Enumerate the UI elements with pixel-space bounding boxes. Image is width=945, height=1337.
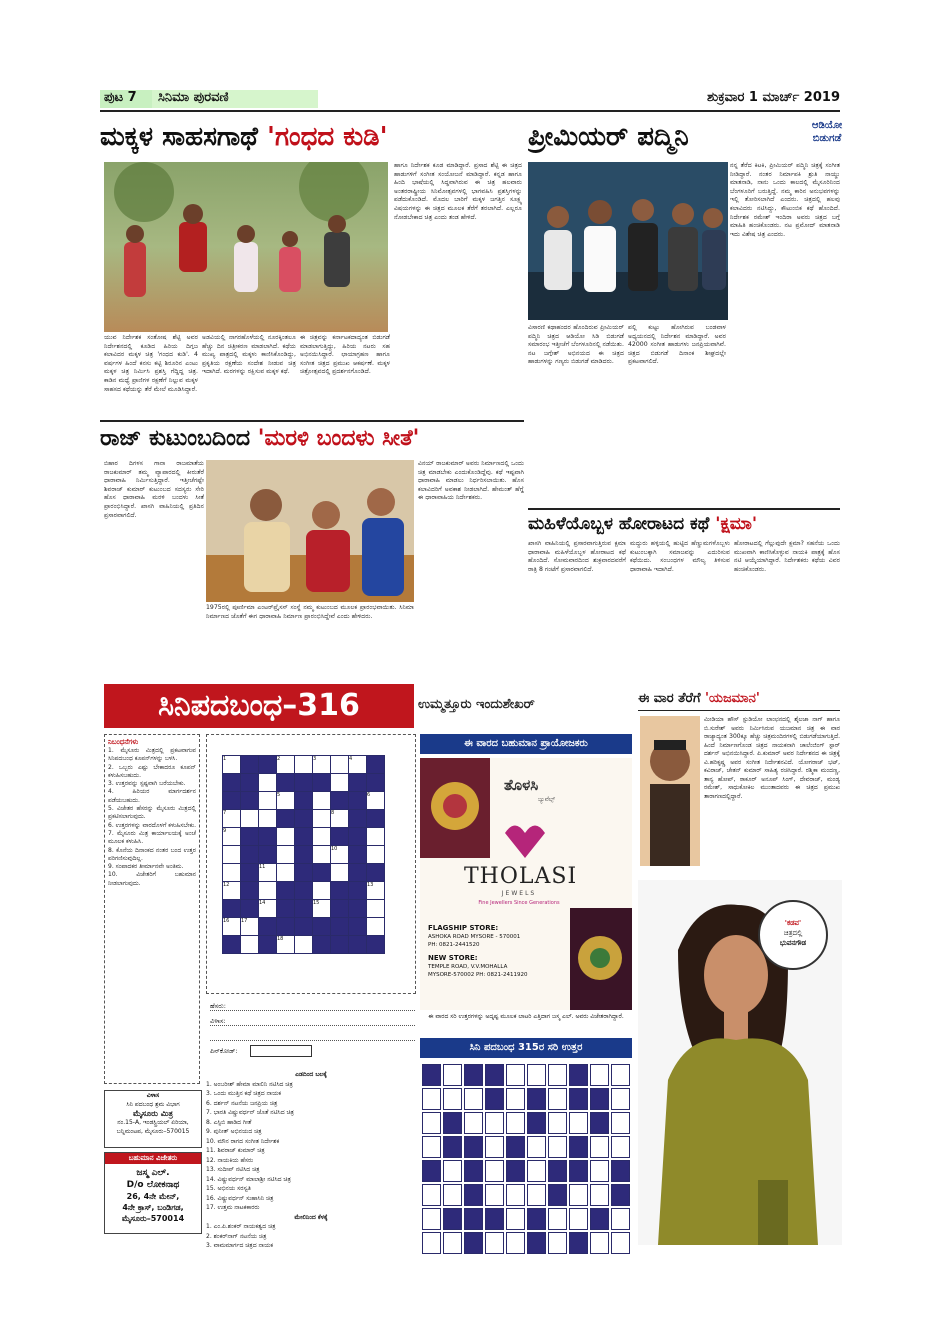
story2-photo — [528, 162, 728, 320]
rules-title: ನಿಬಂಧನೆಗಳು — [108, 738, 139, 746]
issue-date: ಶುಕ್ರವಾರ 1 ಮಾರ್ಚ್ 2019 — [706, 90, 840, 105]
rule-item: 6. ಉತ್ತರಗಳನ್ನು ವಾರದೊಳಗೆ ಕಳುಹಿಸಬೇಕು. — [108, 821, 196, 829]
story5-headline-quote: 'ಯಜಮಾನ' — [705, 691, 760, 706]
address-line: ನಂ.15-A, ಇಂಡಸ್ಟ್ರಿಯಲ್ ಏರಿಯಾ, — [117, 1119, 189, 1126]
coupon-address-line2[interactable] — [210, 1026, 415, 1041]
rules-box — [104, 734, 200, 1084]
clue-down: 1. ಎಂ.ಪಿ.ಶಂಕರ್ ನಾಯಕತ್ವದ ಚಿತ್ರ — [206, 1223, 276, 1230]
clue-across: 7. ಭಾರತಿ ವಿಷ್ಣುವರ್ಧನ್ ಜೊತೆ ನಟಿಸಿದ ಚಿತ್ರ — [206, 1109, 294, 1116]
crossword-grid-box — [206, 734, 416, 994]
rule-item: 2. ಒಬ್ಬರು ಎಷ್ಟು ಬೇಕಾದರೂ ಕೂಪನ್ ಕಳುಹಿಸಬಹುದು. — [108, 763, 196, 779]
pin-label: ಪಿನ್‌ಕೋಡ್ — [210, 1047, 236, 1055]
clue-across: 15. ಅಭಿನಯ ಸರಸ್ವತಿ — [206, 1185, 251, 1192]
sponsor-brand-kn: ತೊಳಸಿ — [504, 776, 539, 794]
rule-item: 5. ವಿಜೇತರ ಹೆಸರನ್ನು ಮೈಸೂರು ಮಿತ್ರದಲ್ಲಿ ಪ್ರಕಟಿಸಲಾಗುವುದು. — [108, 805, 196, 821]
coupon-name-field[interactable]: ಹೆಸರು: — [210, 996, 415, 1011]
sponsor-caption: ಈ ವಾರದ ಸರಿ ಉತ್ತರಗಳನ್ನು ಅದೃಷ್ಟ ಮೂಲಕ ಲಾಟರಿ ಎತ್ತಿದಾಗ ಜಸ್ಮ ಎಲ್. ಅವರು ವಿಜೇತರಾಗಿದ್ದಾರೆ. — [428, 1013, 624, 1020]
clue-down: 2. ಶಂಕರ್‌ನಾಗ್ ನಟನೆಯ ಚಿತ್ರ — [206, 1232, 267, 1240]
sponsor-tagline: Fine Jewellers Since Generations — [478, 900, 560, 906]
story5-actor-photo — [640, 716, 700, 866]
crossword-grid: 1 2 3 4 5 6 7 8 9 10 11 12 13 14 15 16 17 18 — [222, 755, 385, 954]
story4-body-b: ಮದ್ದುರು ಹಳ್ಳಿಯಲ್ಲಿ ಹುಟ್ಟಿದ ಹೆಣ್ಣುಮಗಳೊಬ್ಬಳು ಕುಟುಂಬಕ್ಕಾಗಿ ಸಮಾಜವನ್ನು ಎದುರಿಸುವ ಕಥೆಯಿದು. ಸಂಬಂಧಗಳ ಮೌಲ್ಯ ತಿಳಿಸುವ ಧಾರಾವಾಹಿ ಇದಾಗಿದೆ. — [630, 540, 730, 573]
story2-headline: ಪ್ರೀಮಿಯರ್ ಪದ್ಮಿನಿ — [528, 122, 689, 152]
across-title: ಎಡದಿಂದ ಬಲಕ್ಕೆ — [295, 1071, 327, 1078]
story3-headline — [100, 420, 524, 458]
story3-headline-main: ರಾಜ್ ಕುಟುಂಬದಿಂದ — [100, 426, 251, 451]
coupon-address-field[interactable]: ವಿಳಾಸ: — [210, 1011, 415, 1026]
badge-line1: ಆಡಿಯೋ — [811, 120, 843, 131]
answer-grid-box — [420, 1062, 632, 1246]
story3-headline-quote: 'ಮರಳಿ ಬಂದಳು ಸೀತೆ' — [257, 426, 420, 451]
sponsor-brand-en-sub: JEWELS — [501, 890, 537, 897]
caption-name: ಭುವನಗೌಡ — [779, 939, 807, 947]
story2-body-c: ನನ್ನ ತೆರೆದ ಕಿಟಕಿ, ಪ್ರೀಮಿಯರ್ ಪದ್ಮಿನಿ ಚಿತ್ರಕ್ಕೆ ಸಂಗೀತ ನೀಡಿದ್ದಾರೆ. ನಂತರ ನಿರ್ಮಾಪಕಿ ಶ್ರುತಿ ನಾಯ್ಡು ಮಾತನಾಡಿ, ನಾನು ಒಂದು ಕಾಲದಲ್ಲಿ ಮೈಸೂರಿನಿಂದ ಬೆಂಗಳೂರಿಗೆ ಬರುತ್ತಿದ್ದೆ. ನಮ್ಮ ಕಾರಿನ ಅನುಭವಗಳನ್ನು ಇಲ್ಲಿ ತೋರಿಸಲಾಗಿದೆ ಎಂದರು. ಚಿತ್ರದಲ್ಲಿ ಹಲವು ಕಲಾವಿದರು ನಟಿಸಿದ್ದು, ಕೌಟುಂಬಿಕ ಕಥೆ ಹೊಂದಿದೆ. ನಿರ್ದೇಶಕ ರಮೇಶ್ ಇಂದಿರಾ ಅವರು ಚಿತ್ರದ ಬಗ್ಗೆ ಮಾಹಿತಿ ಹಂಚಿಕೊಂಡರು. ನಟ ಪ್ರಮೋದ್ ಮಾತನಾಡಿ ಇದು ವಿಶೇಷ ಚಿತ್ರ ಎಂದರು. — [730, 162, 840, 238]
coupon-pin-row: ಪಿನ್‌ಕೋಡ್: — [210, 1041, 415, 1057]
story2-body-a: ವಿಸಾರಣಿ ಕಥಾಹಂದರ ಹೊಂದಿರುವ ಪ್ರೀಮಿಯರ್ ಪದ್ಮಿನಿ ಚಿತ್ರದ ಆಡಿಯೋ ಸಿಡಿ ಬಿಡುಗಡೆ ಸಮಾರಂಭ ಇತ್ತೀಚೆಗೆ ಬೆಂಗಳೂರಿನಲ್ಲಿ ನಡೆಯಿತು. ನಟ ಜಗ್ಗೇಶ್ ಅಭಿನಯದ ಈ ಚಿತ್ರದ ಹಾಡುಗಳನ್ನು ಗಣ್ಯರು ಬಿಡುಗಡೆ ಮಾಡಿದರು. — [528, 324, 624, 366]
audio-release-badge — [811, 116, 843, 160]
sponsor-store2-addr: TEMPLE ROAD, V.V.MOHALLA — [428, 964, 508, 970]
story4-body-a: ಖಾಸಗಿ ವಾಹಿನಿಯಲ್ಲಿ ಪ್ರಸಾರವಾಗುತ್ತಿರುವ ಕ್ಷಮಾ ಧಾರಾವಾಹಿ ಮಹಿಳೆಯೊಬ್ಬಳ ಹೋರಾಟದ ಕಥೆ ಹೊಂದಿದೆ. ಸೋಮವಾರದಿಂದ ಶುಕ್ರವಾರದವರೆಗೆ ರಾತ್ರಿ 8 ಗಂಟೆಗೆ ಪ್ರಸಾರವಾಗಲಿದೆ. — [528, 540, 626, 573]
sponsor-store2-ph: MYSORE-570002 PH: 0821-2411920 — [428, 972, 528, 978]
section-label: ಸಿನಿಮಾ ಪುರವಣಿ — [152, 90, 318, 108]
story5-headline-main: ಈ ವಾರ ತೆರೆಗೆ — [638, 691, 701, 706]
rule-item: 3. ಉತ್ತರವನ್ನು ಸ್ಪಷ್ಟವಾಗಿ ಬರೆಯಬೇಕು. — [108, 780, 186, 788]
address-label: ವಿಳಾಸ — [210, 1017, 224, 1025]
winner-box — [104, 1152, 202, 1234]
winner-title: ಬಹುಮಾನ ವಿಜೇತರು — [105, 1153, 201, 1164]
down-title: ಮೇಲಿನಿಂದ ಕೆಳಕ್ಕೆ — [294, 1213, 328, 1221]
story5-body: ಮೀಡಿಯಾ ಹೌಸ್ ಸ್ಟುಡಿಯೋ ಲಾಂಛನದಲ್ಲಿ ಶೈಲಜಾ ನಾಗ್ ಹಾಗೂ ಬಿ.ಸುರೇಶ್ ಅವರು ನಿರ್ಮಿಸಿರುವ ಯಜಮಾನ ಚಿತ್ರ ಈ ವಾರ ರಾಜ್ಯಾದ್ಯಂತ 300ಕ್ಕೂ ಹೆಚ್ಚು ಚಿತ್ರಮಂದಿರಗಳಲ್ಲಿ ಬಿಡುಗಡೆಯಾಗುತ್ತಿದೆ. ಹಿಂದೆ ನಿರ್ಮಾಣಗೊಂಡ ಚಿತ್ರದ ನಾಯಕನಾಗಿ ಚಾಲೆಂಜಿಂಗ್ ಸ್ಟಾರ್ ದರ್ಶನ್ ಅಭಿನಯಿಸಿದ್ದಾರೆ. ಪಿ.ಕುಮಾರ್ ಅವರ ನಿರ್ದೇಶನದ ಈ ಚಿತ್ರಕ್ಕೆ ವಿ.ಹರಿಕೃಷ್ಣ ಅವರ ಸಂಗೀತ ನಿರ್ದೇಶನವಿದೆ. ಯೋಗರಾಜ್ ಭಟ್, ಕವಿರಾಜ್, ಚೇತನ್ ಕುಮಾರ್ ಸಾಹಿತ್ಯ ರಚಿಸಿದ್ದಾರೆ. ರಶ್ಮಿಕಾ ಮಂದಣ್ಣ, ತಾನ್ಯ ಹೋಪ್, ಠಾಕೂರ್ ಅನೂಪ್ ಸಿಂಗ್, ದೇವರಾಜ್, ಮಂಡ್ಯ ರಮೇಶ್, ಸಾಧುಕೋಕಿಲ ಮುಂತಾದವರು ಈ ಚಿತ್ರದ ಪ್ರಮುಖ ತಾರಾಗಣದಲ್ಲಿದ್ದಾರೆ. — [704, 716, 840, 800]
clue-across: 6. ದರ್ಶನ್ ನಟನೆಯ ಜನಪ್ರಿಯ ಚಿತ್ರ — [206, 1099, 278, 1107]
story4-headline — [528, 508, 840, 540]
rule-item: 9. ಸಂಪಾದಕರ ತೀರ್ಮಾನವೇ ಅಂತಿಮ. — [108, 863, 184, 871]
winner-line: D/o ಲೋಕನಾಥ — [126, 1180, 180, 1190]
story1-photo — [104, 162, 388, 332]
story3-body-b: 1975ರಲ್ಲಿ ಪೂರ್ಣಿಮಾ ಎಂಟರ್‌ಪ್ರೈಸಸ್ ಸಂಸ್ಥೆ ನಮ್ಮ ಕುಟುಂಬದ ಮೂಲಕ ಪ್ರಾರಂಭವಾಯಿತು. ಸಿನಿಮಾ ನಿರ್ಮಾಣದ ಜೊತೆಗೆ ಈಗ ಧಾರಾವಾಹಿ ನಿರ್ಮಾಣ ಪ್ರಾರಂಭಿಸಿದ್ದೇವೆ ಎಂದು ಹೇಳಿದರು. — [206, 604, 414, 620]
sponsor-store1-ph: PH: 0821-2441520 — [428, 942, 480, 948]
story4-headline-main: ಮಹಿಳೆಯೊಬ್ಬಳ ಹೋರಾಟದ ಕಥೆ — [528, 514, 710, 534]
story1-body-a: ಯುವ ನಿರ್ದೇಶಕ ಸಂತೋಷ ಶೆಟ್ಟಿ ಅವರ ನಿರ್ದೇಶನದಲ್ಲಿ ಕೂಡಿದ ಹಿರಿಯ ದಿಗ್ಗಜ ಕಲಾವಿದರ ಮಕ್ಕಳ ಚಿತ್ರ 'ಗಂಧದ ಕುಡಿ'. 4 ವರ್ಷಗಳ ಹಿಂದೆ ಕನಸು ಕಟ್ಟಿ ಶಿರೂರಿನ ಎಂಟು ಮಕ್ಕಳ ಚಿತ್ರ ನಿರ್ಮಿಸಿ ಪ್ರಶಸ್ತಿ ಗೆದ್ದಿದ್ದ ಚಿತ್ರ. ಕಾಡಿನ ಮಧ್ಯೆ ಪ್ರಾಣಿಗಳ ರಕ್ಷಣೆಗೆ ನಿಲ್ಲುವ ಮಕ್ಕಳ ಸಾಹಸದ ಕಥೆಯನ್ನು ತೆರೆ ಮೇಲೆ ಮೂಡಿಸಿದ್ದಾರೆ. — [104, 334, 198, 393]
pin-input[interactable] — [250, 1045, 312, 1057]
rule-item: 10. ವಿಜೇತರಿಗೆ ಬಹುಮಾನ ನೀಡಲಾಗುವುದು. — [108, 871, 196, 887]
clue-across: 11. ಶಿವರಾಜ್ ಕುಮಾರ್ ಚಿತ್ರ — [206, 1147, 265, 1154]
winner-name: ಜಸ್ಮ ಎಲ್. — [136, 1168, 170, 1178]
sponsor-title: ಈ ವಾರದ ಬಹುಮಾನ ಪ್ರಾಯೋಜಕರು — [420, 734, 632, 754]
answer-title: ಸಿನಿ ಪದಬಂಧ 315ರ ಸರಿ ಉತ್ತರ — [420, 1038, 632, 1058]
crossword-title: ಸಿನಿಪದಬಂಧ–316 — [104, 684, 414, 728]
address-line: ಸಿನಿ ಪದಬಂಧ ಶ್ರಮ ವಿಭಾಗ — [126, 1101, 180, 1108]
story1-body-b: ಅಡವಿಯಲ್ಲಿ ನಾಗರಹೊಳೆಯಲ್ಲಿ ನೂರಕ್ಕಿಂತಲೂ ಹೆಚ್ಚು ದಿನ ಚಿತ್ರೀಕರಣ ಮಾಡಲಾಗಿದೆ. ಕಥೆಯ ಮುಖ್ಯ ಪಾತ್ರದಲ್ಲಿ ಮಕ್ಕಳು ಕಾಣಿಸಿಕೊಂಡಿದ್ದು, ಪ್ರಕೃತಿಯ ರಕ್ಷಣೆಯ ಸಂದೇಶ ನೀಡುವ ಚಿತ್ರ ಇದಾಗಿದೆ. ಮರಗಳನ್ನು ರಕ್ಷಿಸುವ ಮಕ್ಕಳ ಕಥೆ. — [202, 334, 296, 376]
page-number: ಪುಟ 7 — [100, 90, 154, 108]
badge-line2: ಬಿಡುಗಡೆ — [812, 133, 842, 144]
story5-headline — [638, 688, 840, 711]
winner-line: 4ನೇ ಕ್ರಾಸ್, ಬಂಡಿಗಡ, — [122, 1203, 184, 1212]
sponsor-store1-title: FLAGSHIP STORE: — [428, 924, 499, 932]
clue-across: 17. ಉತ್ತಮ ನಾಟಕಕಾರರು — [206, 1204, 260, 1211]
story3-body-c: ವಿನಯ್ ರಾಜಕುಮಾರ್ ಅವರು ನಿರ್ಮಾಣದಲ್ಲಿ ಒಂದು ಚಿತ್ರ ಮಾಡಬೇಕು ಎಂದುಕೊಂಡಿದ್ದೆವು. ಕಥೆ ಇಷ್ಟವಾಗಿ ಧಾರಾವಾಹಿ ಮಾಡಲು ನಿರ್ಧರಿಸಲಾಯಿತು. ಹೊಸ ಕಲಾವಿದರಿಗೆ ಅವಕಾಶ ನೀಡಲಾಗಿದೆ. ಹೇಮಂತ್ ಹೆಗ್ಡೆ ಈ ಧಾರಾವಾಹಿಯ ನಿರ್ದೇಶಕರು. — [418, 460, 524, 502]
caption-line: ಚಿತ್ರದಲ್ಲಿ — [783, 929, 803, 937]
sponsor-store1-addr: ASHOKA ROAD MYSORE - 570001 — [428, 934, 521, 940]
story1-body-d: ಹಾಗೂ ನಿರ್ದೇಶಕ ಕೂಡ ಮಾಡಿದ್ದಾರೆ. ಪ್ರಸಾದ ಶೆಟ್ಟಿ ಈ ಚಿತ್ರದ ಹಾಡುಗಳಿಗೆ ಸಂಗೀತ ಸಂಯೋಜನೆ ಮಾಡಿದ್ದಾರೆ. ಕನ್ನಡ ಹಾಗೂ ಹಿಂದಿ ಭಾಷೆಯಲ್ಲಿ ಸಿದ್ಧವಾಗಿರುವ ಈ ಚಿತ್ರ ಹಲವಾರು ಅಂತರರಾಷ್ಟ್ರೀಯ ಸಿನಿಮೋತ್ಸವಗಳಲ್ಲಿ ಭಾಗವಹಿಸಿ ಪ್ರಶಸ್ತಿಗಳನ್ನು ಪಡೆದುಕೊಂಡಿದೆ. ಮೊದಲ ಬಾರಿಗೆ ಮಕ್ಕಳ ಜಗತ್ತಿನ ಸೂಕ್ಷ್ಮ ವಿಷಯಗಳನ್ನು ಈ ಚಿತ್ರದ ಮೂಲಕ ತೆರೆಗೆ ತರಲಾಗಿದೆ. ಎಲ್ಲರೂ ನೋಡಬೇಕಾದ ಚಿತ್ರ ಎಂದು ತಂಡ ಹೇಳಿದೆ. — [394, 162, 522, 221]
coupon — [210, 996, 415, 1068]
sponsor-brand-en: THOLASI — [464, 864, 578, 889]
rule-item: 4. ಹಿರಿಯರ ಮಾರ್ಗದರ್ಶನ ಪಡೆಯಬಹುದು. — [108, 788, 196, 804]
rule-item: 1. ಮೈಸೂರು ಮಿತ್ರದಲ್ಲಿ ಪ್ರಕಟವಾಗುವ ಸಿನಿಪದಬಂಧ ಕೂಪನ್‌ಗಳನ್ನು ಬಳಸಿ. — [108, 747, 196, 763]
address-line: ಮೈಸೂರು ಮಿತ್ರ — [133, 1109, 173, 1118]
caption-quote: 'ಕಡವ' — [784, 919, 802, 927]
clue-across: 14. ವಿಷ್ಣುವರ್ಧನ್ ಮಾಲಾಶ್ರೀ ನಟಿಸಿದ ಚಿತ್ರ — [206, 1175, 291, 1183]
clue-across: 8. ಎಸ್ಪಿಬಿ ಹಾಡಿದ ಗೀತೆ — [206, 1118, 252, 1126]
actress-caption-bubble — [758, 900, 828, 970]
clue-across: 9. ಪುನೀತ್ ಅಭಿನಯದ ಚಿತ್ರ — [206, 1128, 262, 1135]
address-line: ಬನ್ನಿಮಂಟಪ, ಮೈಸೂರು–570015 — [116, 1128, 190, 1135]
sponsor-store2-title: NEW STORE: — [428, 954, 478, 962]
story1-body-c: ಈ ಚಿತ್ರವನ್ನು ಕರ್ನಾಟಕದಾದ್ಯಂತ ಬಿಡುಗಡೆ ಮಾಡಲಾಗುತ್ತಿದ್ದು, ಹಿರಿಯ ನಟರು ಸಹ ಅಭಿನಯಿಸಿದ್ದಾರೆ. ಛಾಯಾಗ್ರಹಣ ಹಾಗೂ ಸಂಗೀತ ಚಿತ್ರದ ಪ್ರಮುಖ ಆಕರ್ಷಣೆ. ಮಕ್ಕಳ ಚಿತ್ರೋತ್ಸವದಲ್ಲಿ ಪ್ರದರ್ಶನಗೊಂಡಿದೆ. — [300, 334, 390, 376]
story3-body-a: ಬಿಹಾರ ದಿಗಳಸ ಗಾನಾ ರಾಜಮಾತೆಯ ರಾಜಕುಮಾರ್ ತಮ್ಮ ವ್ಯಾಪಾರದಲ್ಲಿ ಕೀರುತೆರೆ ಧಾರಾವಾಹಿ ನಿರ್ಮಿಸುತ್ತಿದ್ದಾರೆ. ಇತ್ತೀಚೆಗಷ್ಟೇ ಶಿವರಾಜ್ ಕುಮಾರ್ ಕುಟುಂಬದ ಸದಸ್ಯರು ಸೇರಿ ಹೊಸ ಧಾರಾವಾಹಿ ಮರಳಿ ಬಂದಳು ಸೀತೆ ಪ್ರಾರಂಭಿಸಿದ್ದಾರೆ. ಖಾಸಗಿ ವಾಹಿನಿಯಲ್ಲಿ ಪ್ರತಿದಿನ ಪ್ರಸಾರವಾಗಲಿದೆ. — [104, 460, 204, 519]
clue-across: 10. ಮೌನ ರಾಗದ ಸಂಗೀತ ನಿರ್ದೇಶಕ — [206, 1137, 280, 1145]
story1-headline-quote: 'ಗಂಧದ ಕುಡಿ' — [267, 122, 388, 152]
crossword-author: ಉಮ್ಮತ್ತೂರು ಇಂದುಶೇಖರ್ — [418, 697, 535, 712]
story2-body-b: ಪಲ್ಲಿ ಕುಟ್ಟು ಹೋಗಿರುವ ಬಂಡವಾಳ ಅಧ್ಯಯನದಲ್ಲಿ ನಿರ್ದೇಶನ ಮಾಡಿದ್ದಾರೆ. ಅವರ 42000 ಸಂಗೀತ ಹಾಡುಗಳು ಜನಪ್ರಿಯವಾಗಿವೆ. ಚಿತ್ರದ ಬಿಡುಗಡೆ ದಿನಾಂಕ ಶೀಘ್ರದಲ್ಲೇ ಪ್ರಕಟವಾಗಲಿದೆ. — [628, 324, 726, 366]
answer-grid — [420, 1062, 632, 1256]
clue-across: 16. ವಿಷ್ಣುವರ್ಧನ್ ಸುಹಾಸಿನಿ ಚಿತ್ರ — [206, 1194, 274, 1202]
story1-headline — [100, 118, 525, 158]
story4-body-c: ಹೋರಾಟದಲ್ಲಿ ಗೆಲ್ಲುವುದೇ ಕ್ಷಮಾ? ಸಹನೆಯ ಒಂದು ಮುಖವಾಗಿ ಕಾಣಿಸಿಕೊಳ್ಳುವ ನಾಯಕಿ ಪಾತ್ರಕ್ಕೆ ಹೊಸ ನಟಿ ಆಯ್ಕೆಯಾಗಿದ್ದಾರೆ. ನಿರ್ದೇಶಕರು ಕಥೆಯ ವಿವರ ಹಂಚಿಕೊಂಡರು. — [734, 540, 840, 573]
address-box — [104, 1090, 202, 1148]
clue-across: 1. ಅಂಬರೀಶ್ ಹೇಮಾ ಮಾಲಿನಿ ನಟಿಸಿದ ಚಿತ್ರ — [206, 1080, 293, 1088]
clues — [206, 1070, 416, 1250]
rule-item: 8. ಕೊನೆಯ ದಿನಾಂಕದ ನಂತರ ಬಂದ ಉತ್ತರ ಪರಿಗಣಿಸುವುದಿಲ್ಲ. — [108, 846, 196, 862]
name-label: ಹೆಸರು — [210, 1002, 224, 1010]
clue-across: 3. ಒಂದು ಮುತ್ತಿನ ಕಥೆ ಚಿತ್ರದ ನಾಯಕ — [206, 1090, 282, 1097]
winner-line: 26, 4ನೇ ಮೇನ್, — [126, 1192, 180, 1201]
rule-item: 7. ಮೈಸೂರು ಮಿತ್ರ ಕಾರ್ಯಾಲಯಕ್ಕೆ ಅಂಚೆ ಮೂಲಕ ಕಳುಹಿಸಿ. — [108, 829, 196, 846]
clue-across: 12. ನಾಯಕಿಯ ಹೆಸರು — [206, 1156, 254, 1164]
clue-down: 3. ವಾಮಮಾರ್ಗದ ಚಿತ್ರದ ನಾಯಕ — [206, 1242, 274, 1249]
clue-across: 13. ಸುದೀಪ್ ನಟಿಸಿದ ಚಿತ್ರ — [206, 1166, 260, 1173]
address-title: ವಿಳಾಸ — [146, 1092, 160, 1099]
sponsor-ad — [420, 758, 632, 1010]
story4-headline-quote: 'ಕ್ಷಮಾ' — [715, 514, 758, 534]
winner-line: ಮೈಸೂರು–570014 — [121, 1214, 185, 1223]
sponsor-brand-kn-sub: ಜ್ಯುವೆಲ್ಸ್ — [538, 796, 556, 803]
story3-photo — [206, 460, 414, 602]
story1-headline-main: ಮಕ್ಕಳ ಸಾಹಸಗಾಥೆ — [100, 122, 258, 152]
story5-actress-photo — [638, 880, 842, 1245]
